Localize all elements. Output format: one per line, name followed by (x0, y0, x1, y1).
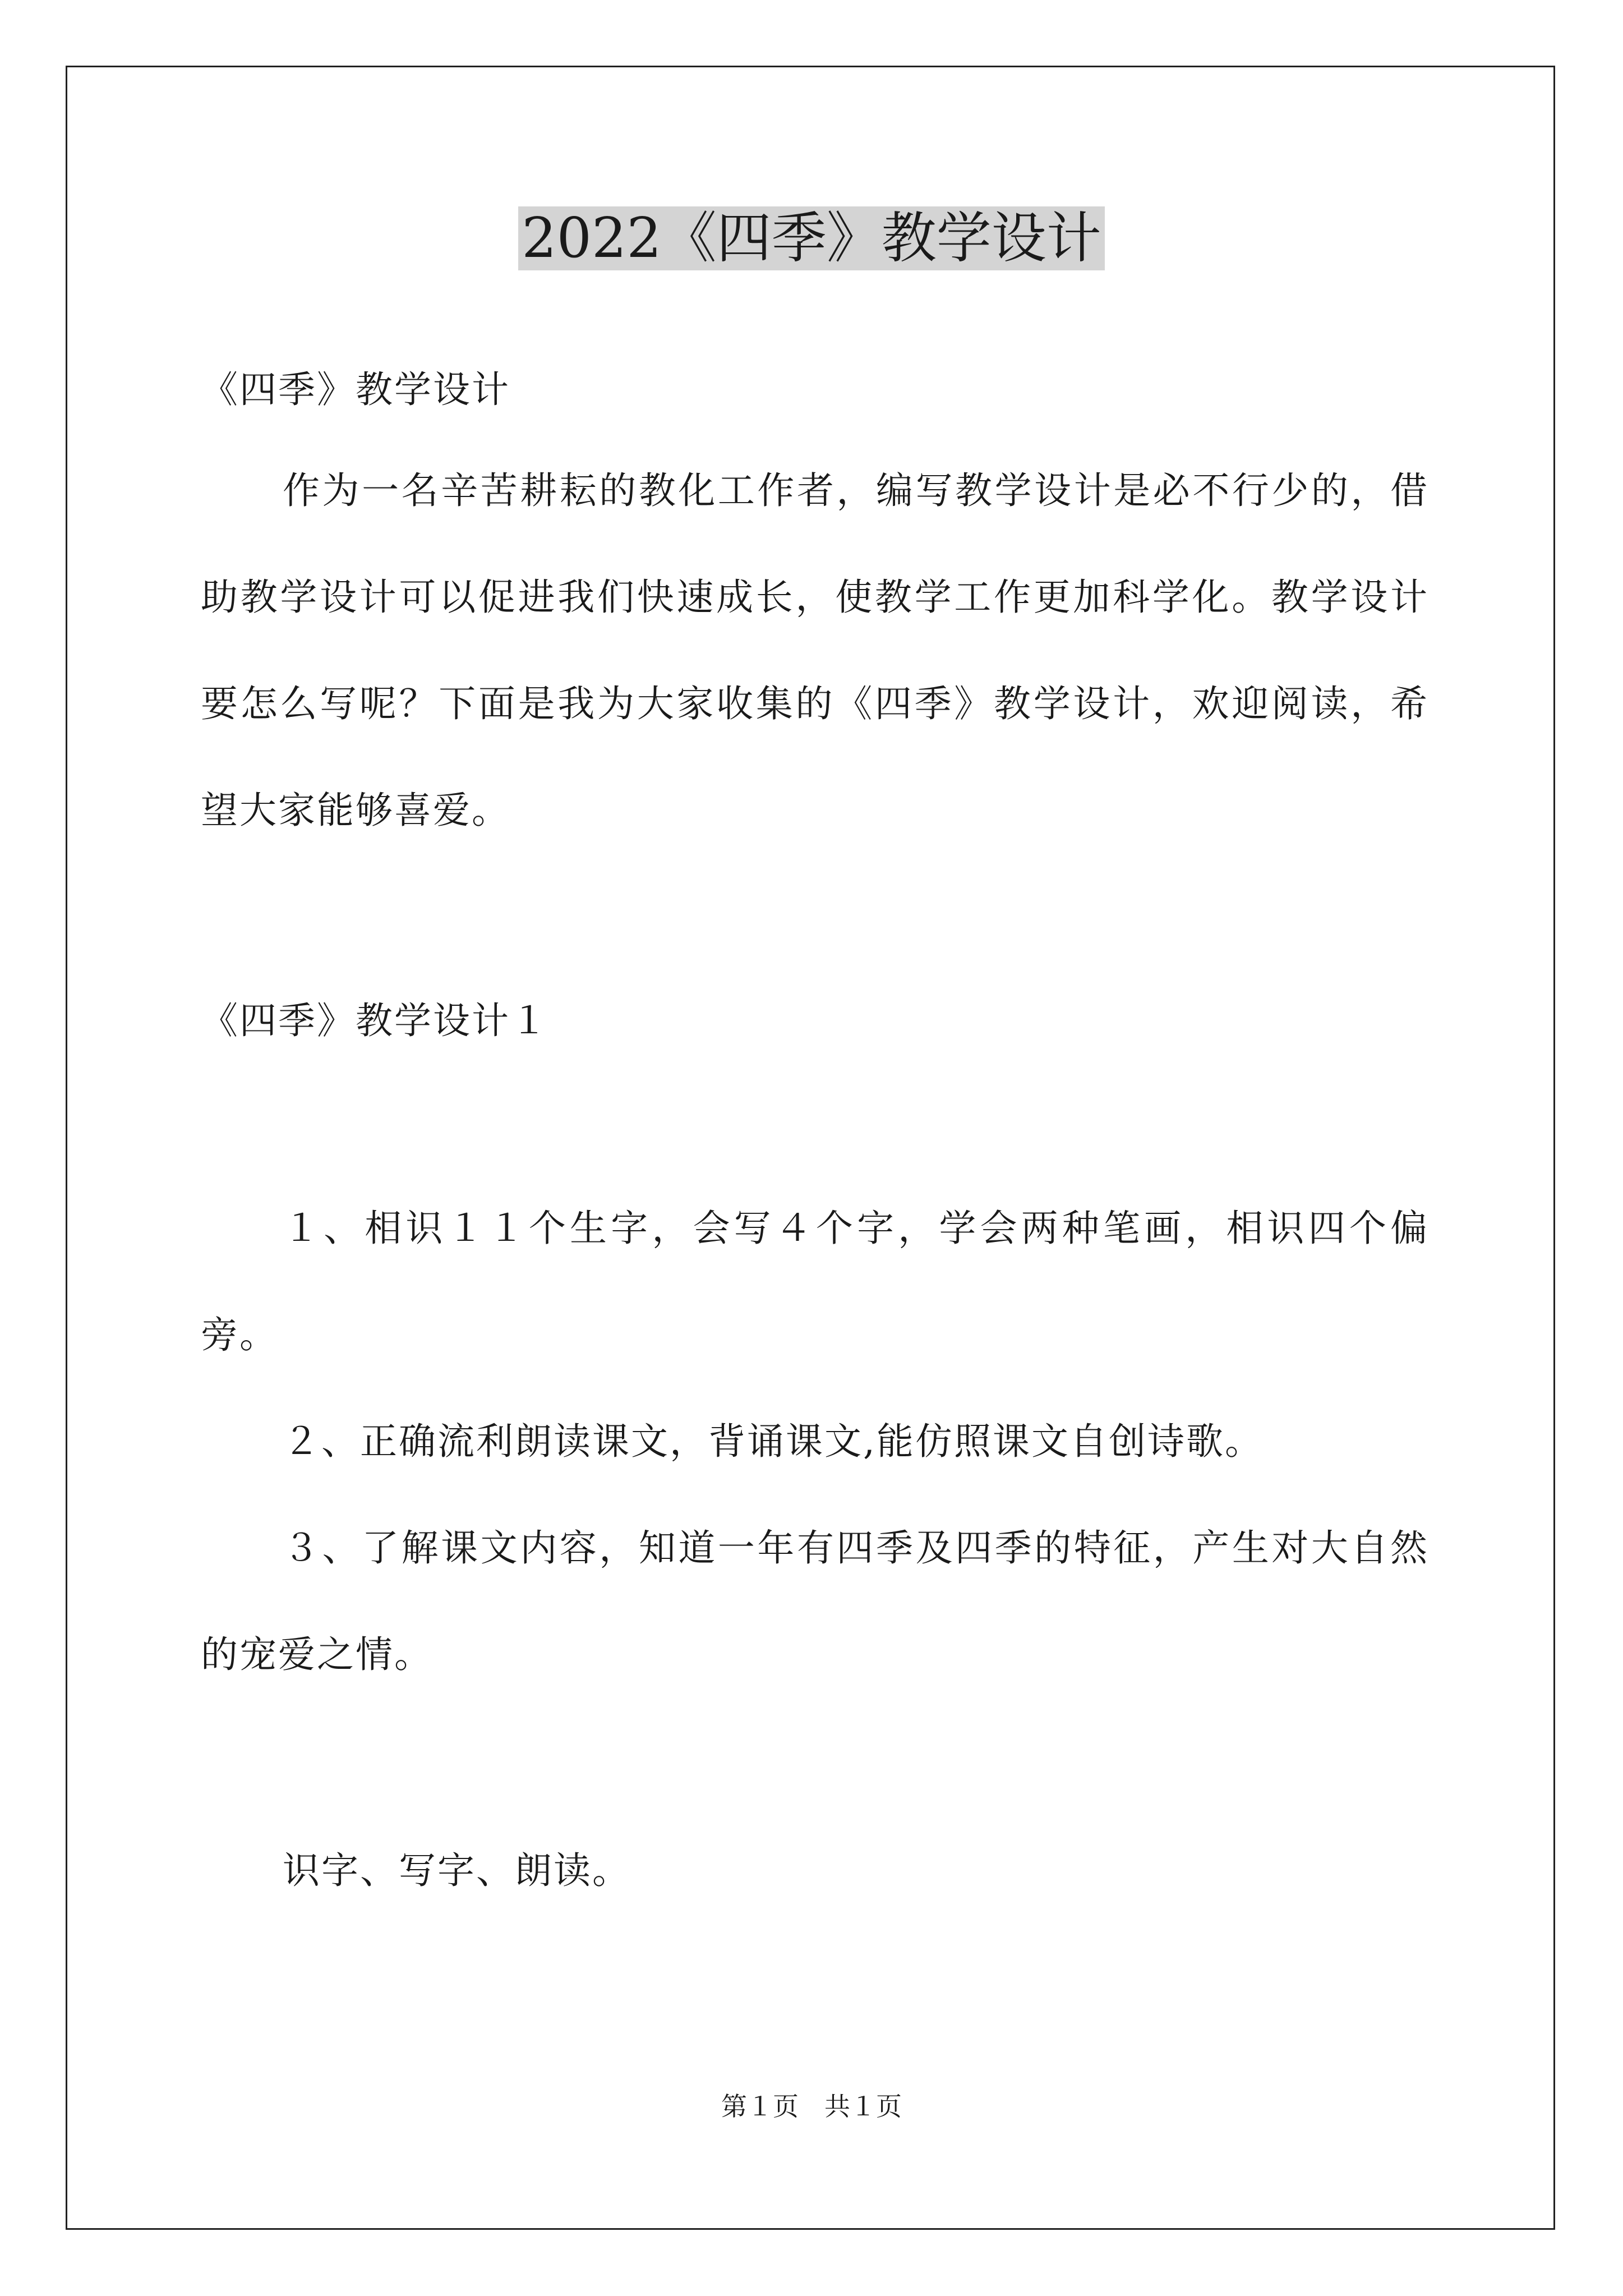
objective-2: ２、正确流利朗读课文，背诵课文,能仿照课文自创诗歌。 (283, 1420, 1264, 1463)
document-title (0, 202, 1623, 275)
document-title-text: 2022《四季》教学设计 (518, 206, 1104, 270)
objective-3: ３、了解课文内容，知道一年有四季及四季的特征，产生对大自然的宠爱之情。 (201, 1526, 1429, 1676)
intro-paragraph: 作为一名辛苦耕耘的教化工作者，编写教学设计是必不行少的，借助教学设计可以促进我们快速成长，使教学工作更加科学化。教学设计要怎么写呢？下面是我为大家收集的《四季》教学设计，欢迎阅读，希望大家能够喜爱。 (201, 469, 1429, 832)
page-footer: 第１页 共１页 (721, 2091, 902, 2122)
objective-1: １、相识１１个生字，会写４个字，学会两种笔画，相识四个偏旁。 (201, 1207, 1429, 1356)
section-heading: 《四季》教学设计１ (201, 999, 549, 1042)
key-points: 识字、写字、朗读。 (283, 1849, 631, 1892)
subtitle: 《四季》教学设计 (201, 368, 510, 411)
